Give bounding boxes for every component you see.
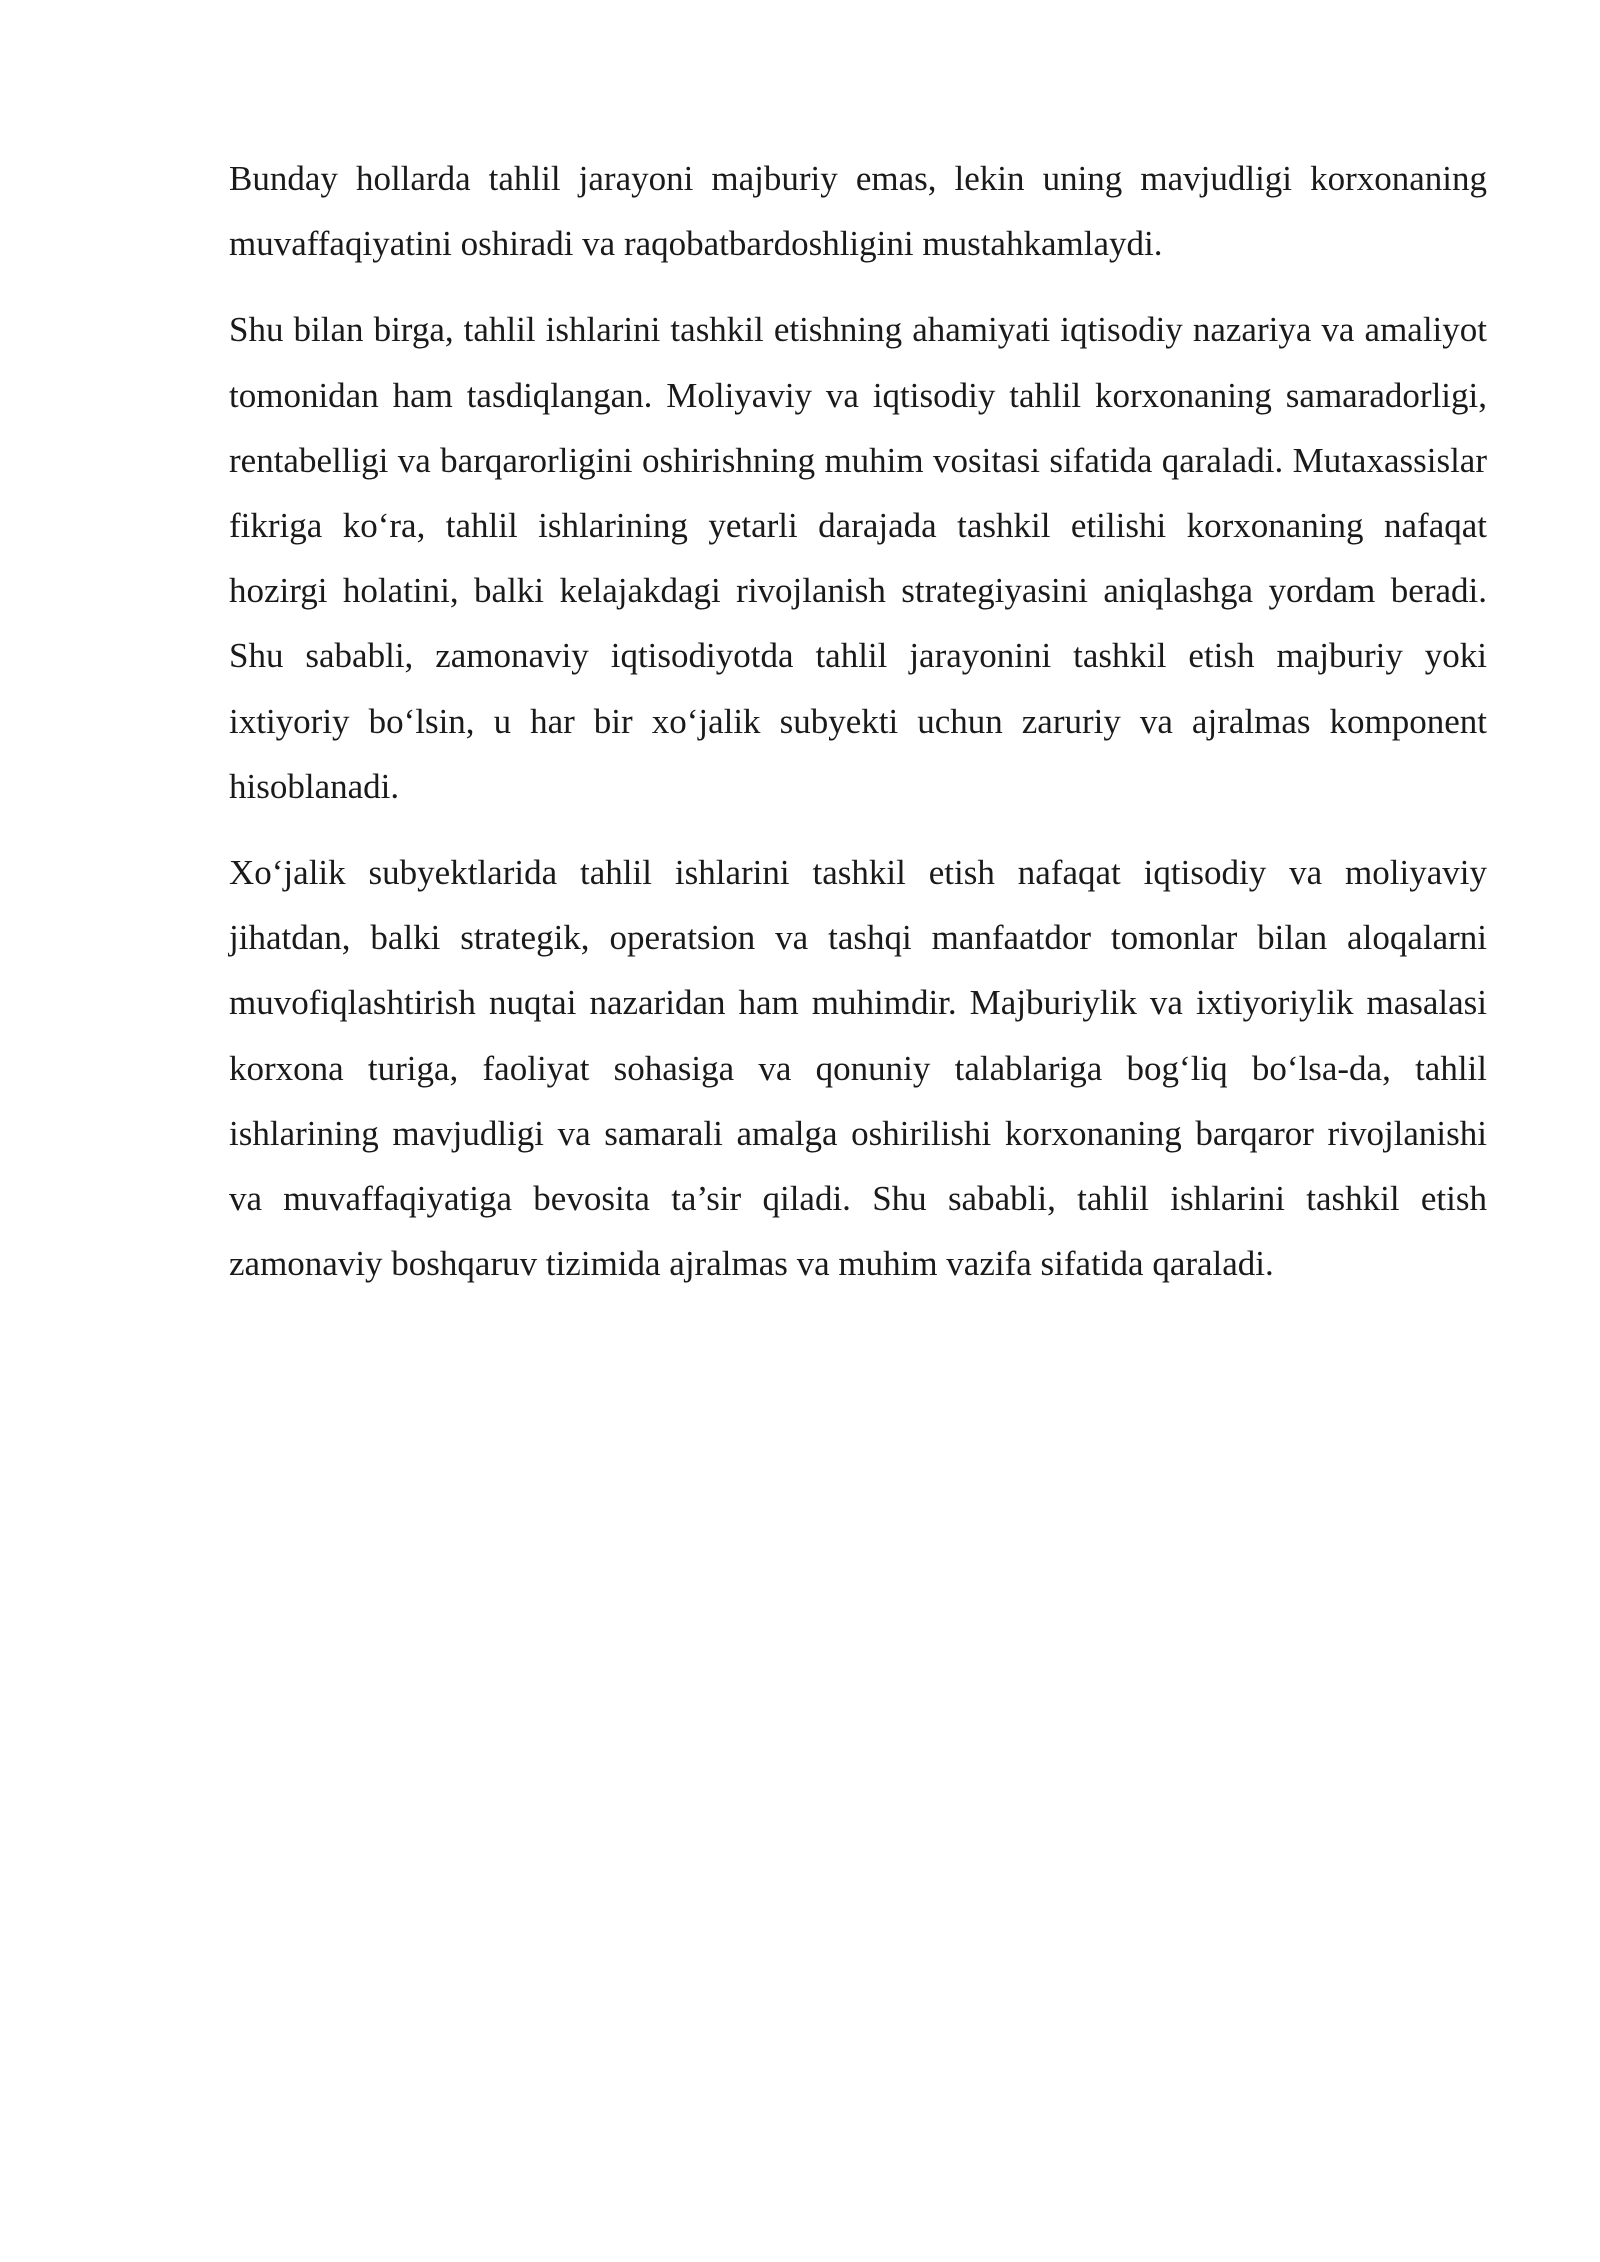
paragraph-2: Shu bilan birga, tahlil ishlarini tashkil etishning ahamiyati iqtisodiy nazariya va amaliyot tomonidan ham tasdiqlangan. Moliyaviy va iqtisodiy tahlil korxonaning samaradorligi, rentabelligi va barqarorligini oshirishning muhim vositasi sifatida qaraladi. Mutaxassislar fikriga ko‘ra, tahlil ishlarining yetarli darajada tashkil etilishi korxonaning nafaqat hozirgi holatini, balki kelajakdagi rivojlanish strategiyasini aniqlashga yordam beradi. Shu sababli, zamonaviy iqtisodiyotda tahlil jarayonini tashkil etish majburiy yoki ixtiyoriy bo‘lsin, u har bir xo‘jalik subyekti uchun zaruriy va ajralmas komponent hisoblanadi.	[229, 310, 1487, 806]
document-body	[229, 146, 1487, 1317]
paragraph-1: Bunday hollarda tahlil jarayoni majburiy emas, lekin uning mavjudligi korxonaning muvaffaqiyatini oshiradi va raqobatbardoshligini mustahkamlaydi.	[229, 159, 1487, 264]
paragraph-3: Xo‘jalik subyektlarida tahlil ishlarini tashkil etish nafaqat iqtisodiy va moliyaviy jihatdan, balki strategik, operatsion va tashqi manfaatdor tomonlar bilan aloqalarni muvofiqlashtirish nuqtai nazaridan ham muhimdir. Majburiylik va ixtiyoriylik masalasi korxona turiga, faoliyat sohasiga va qonuniy talablariga bog‘liq bo‘lsa-da, tahlil ishlarining mavjudligi va samarali amalga oshirilishi korxonaning barqaror rivojlanishi va muvaffaqiyatiga bevosita ta’sir qiladi. Shu sababli, tahlil ishlarini tashkil etish zamonaviy boshqaruv tizimida ajralmas va muhim vazifa sifatida qaraladi.	[229, 853, 1487, 1284]
